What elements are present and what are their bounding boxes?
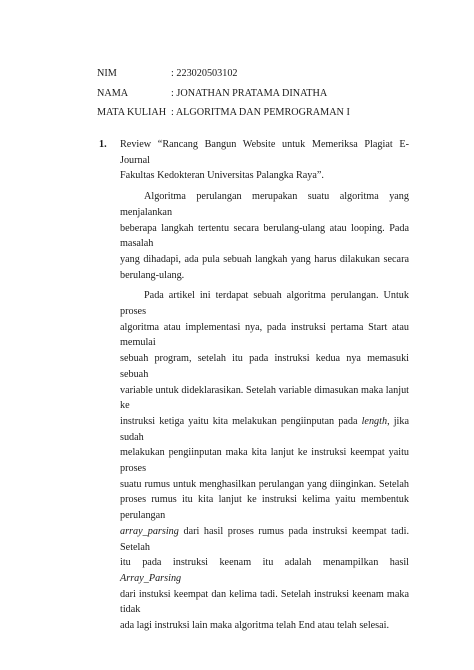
paragraph-line — [120, 524, 409, 555]
paragraph-line: yang dihadapi, ada pula sebuah langkah yang harus dilakukan secara — [120, 253, 409, 265]
paragraph-line: Pada artikel ini terdapat sebuah algoritma perulangan. Untuk proses — [120, 290, 409, 318]
paragraph-line: Algoritma perulangan merupakan suatu algoritma yang menjalankan — [120, 191, 409, 218]
mata-kuliah-label: MATA KULIAH — [97, 107, 167, 118]
paragraph-1 — [120, 189, 409, 283]
paragraph-line: variable untuk dideklarasikan. Setelah variable dimasukan maka lanjut ke — [120, 384, 409, 412]
nama-label: NAMA — [97, 87, 129, 99]
nim-row — [97, 66, 417, 86]
item-body — [97, 189, 409, 634]
paragraph-line: beberapa langkah tertentu secara berulang-ulang atau looping. Pada masalah — [120, 222, 409, 250]
nim-value: : 223020503102 — [171, 68, 238, 79]
nama-value: : JONATHAN PRATAMA DINATHA — [171, 87, 328, 99]
emphasis-text: Array_Parsing — [120, 572, 182, 584]
paragraph-line — [120, 555, 409, 586]
paragraph-2 — [120, 288, 409, 633]
emphasis-text: array_parsing — [120, 525, 179, 537]
nama-row — [97, 86, 417, 106]
text-segment: dari hasil proses rumus pada instruksi keempat tadi. Setelah — [120, 525, 409, 553]
text-segment: itu pada instruksi keenam itu adalah menampilkan hasil — [120, 557, 409, 569]
paragraph-line: dari instuksi keempat dan kelima tadi. Setelah instruksi keenam maka tidak — [120, 588, 409, 616]
mata-kuliah-value: : ALGORITMA DAN PEMROGRAMAN I — [171, 107, 350, 118]
paragraph-line: melakukan pengiinputan maka kita lanjut ke instruksi keempat yaitu proses — [120, 447, 409, 475]
item-title-line: Fakultas Kedokteran Universitas Palangka Raya”. — [120, 170, 324, 182]
student-info — [97, 66, 417, 125]
paragraph-line: proses rumus itu kita lanjut ke instruksi kelima yaitu membentuk perulangan — [120, 494, 409, 522]
paragraph-line: sebuah program, setelah itu pada instruksi kedua nya memasuki sebuah — [120, 353, 409, 380]
item-heading — [97, 137, 409, 184]
text-segment: instruksi ketiga yaitu kita melakukan pengiinputan pada — [120, 415, 362, 427]
review-section — [97, 137, 409, 634]
paragraph-line: algoritma atau implementasi nya, pada instruksi pertama Start atau memulai — [120, 321, 409, 349]
paragraph-line: berulang-ulang. — [120, 269, 185, 281]
text-segment: , jika sudah — [120, 415, 410, 443]
nim-label: NIM — [97, 68, 117, 79]
item-title-line: Review “Rancang Bangun Website untuk Memeriksa Plagiat E-Journal — [120, 139, 409, 166]
mata-kuliah-row — [97, 105, 417, 125]
item-title — [120, 137, 409, 184]
emphasis-text: length — [361, 415, 388, 427]
item-number: 1. — [99, 139, 107, 150]
paragraph-line: suatu rumus untuk menghasilkan perulangan yang diinginkan. Setelah — [120, 478, 409, 490]
paragraph-line: ada lagi instruksi lain maka algoritma telah End atau telah selesai. — [120, 620, 390, 632]
paragraph-line — [120, 414, 409, 445]
